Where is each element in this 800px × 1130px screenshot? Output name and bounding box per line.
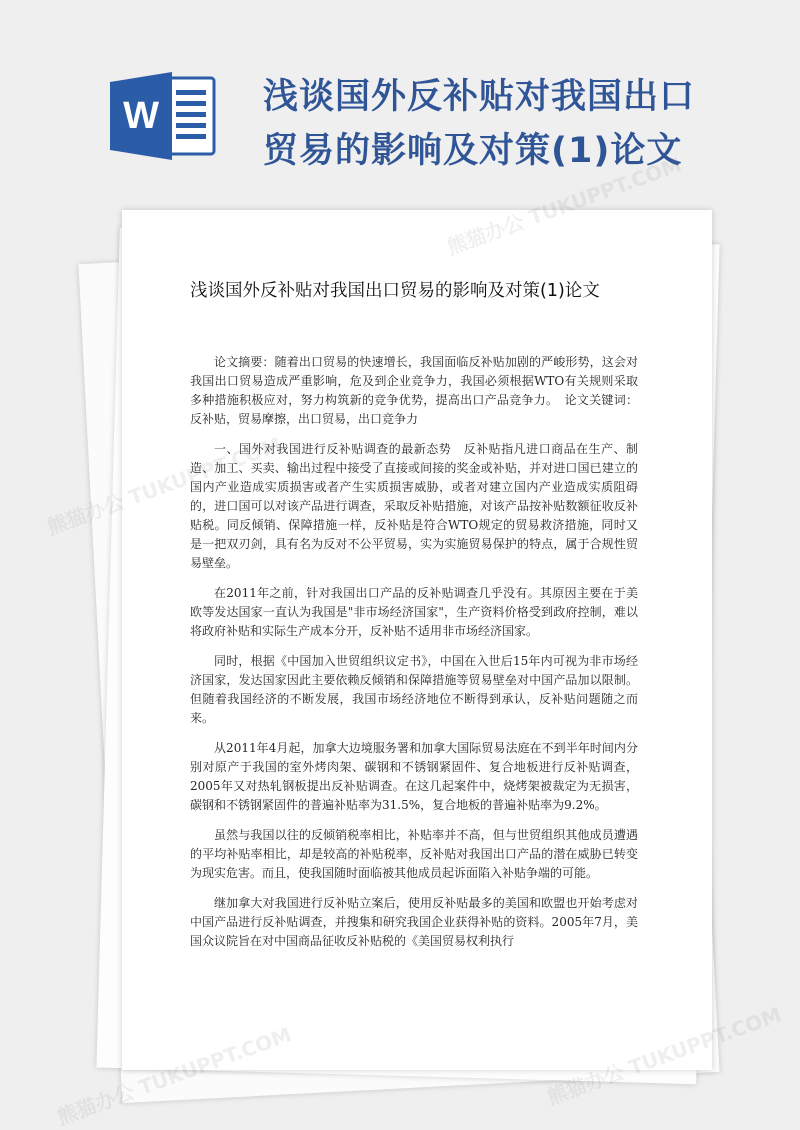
watermark: 熊猫办公 — [543, 1059, 628, 1110]
paragraph-subsidy-rate: 虽然与我国以往的反倾销税率相比，补贴率并不高，但与世贸组织其他成员遭遇的平均补贴率相比，却是较高的补贴税率，反补贴对我国出口产品的潜在威胁已转变为现实危害。而且，使我国随时面临被其他成员起诉面陷入补贴争端的可能。 — [190, 828, 638, 880]
paragraph-us-eu: 继加拿大对我国进行反补贴立案后，使用反补贴最多的美国和欧盟也开始考虑对中国产品进行反补贴调查，并搜集和研究我国企业获得补贴的资料。2005年7月，美国众议院旨在对中国商品征收反补贴税的《美国贸易权利执行 — [190, 896, 638, 948]
article-body — [190, 353, 638, 962]
word-icon-letter: W — [123, 95, 159, 137]
page-title: 浅谈国外反补贴对我国出口贸易的影响及对策(1)论文 — [263, 77, 696, 171]
watermark: 熊猫办公 TUKUPPT.COM — [443, 152, 685, 260]
paragraph-abstract: 论文摘要：随着出口贸易的快速增长，我国面临反补贴加剧的严峻形势，这会对我国出口贸易造成严重影响，危及到企业竞争力，我国必须根据WTO有关规则采取多种措施积极应对，努力构筑新的竞争优势，提高出口产品竞争力。 论文关键词：反补贴，贸易摩擦，出口贸易，出口竞争力 — [190, 355, 638, 426]
watermark: 熊猫办公 — [43, 489, 128, 540]
paragraph-canada-cases: 从2011年4月起，加拿大边境服务署和加拿大国际贸易法庭在不到半年时间内分别对原产于我国的室外烤肉架、碳钢和不锈钢紧固件、复合地板进行反补贴调查，2005年又对热轧钢板提出反补贴调查。在这几起案件中，烧烤架被裁定为无损害，碳钢和不锈钢紧固件的普遍补贴率为31.5%，复合地板的普遍补贴率为9.2%。 — [190, 741, 638, 812]
document-page — [122, 210, 712, 1070]
article-title: 浅谈国外反补贴对我国出口贸易的影响及对策(1)论文 — [190, 281, 600, 301]
paragraph-section-1: 一、国外对我国进行反补贴调查的最新态势 反补贴指凡进口商品在生产、制造、加工、买卖、输出过程中接受了直接或间接的奖金或补贴，并对进口国已建立的国内产业造成实质损害或者产生实质损害威胁，或者对建立国内产业造成实质阻碍的，进口国可以对该产品进行调查，采取反补贴措施，对该产品按补贴数额征收反补贴税。同反倾销、保障措施一样，反补贴是符合WTO规定的贸易救济措施，同时又是一把双刃剑，具有名为反对不公平贸易，实为实施贸易保护的特点，属于合规性贸易壁垒。 — [190, 442, 638, 570]
paragraph-wto-protocol: 同时，根据《中国加入世贸组织议定书》，中国在入世后15年内可视为非市场经济国家，发达国家因此主要依赖反倾销和保障措施等贸易壁垒对中国产品加以限制。但随着我国经济的不断发展，我国市场经济地位不断得到承认，反补贴问题随之而来。 — [190, 654, 638, 725]
watermark: 熊猫办公 — [53, 1079, 138, 1130]
paragraph-2011: 在2011年之前，针对我国出口产品的反补贴调查几乎没有。其原因主要在于美欧等发达国家一直认为我国是"非市场经济国家"，生产资料价格受到政府控制，难以将政府补贴和实际生产成本分开，反补贴不适用非市场经济国家。 — [190, 586, 638, 638]
